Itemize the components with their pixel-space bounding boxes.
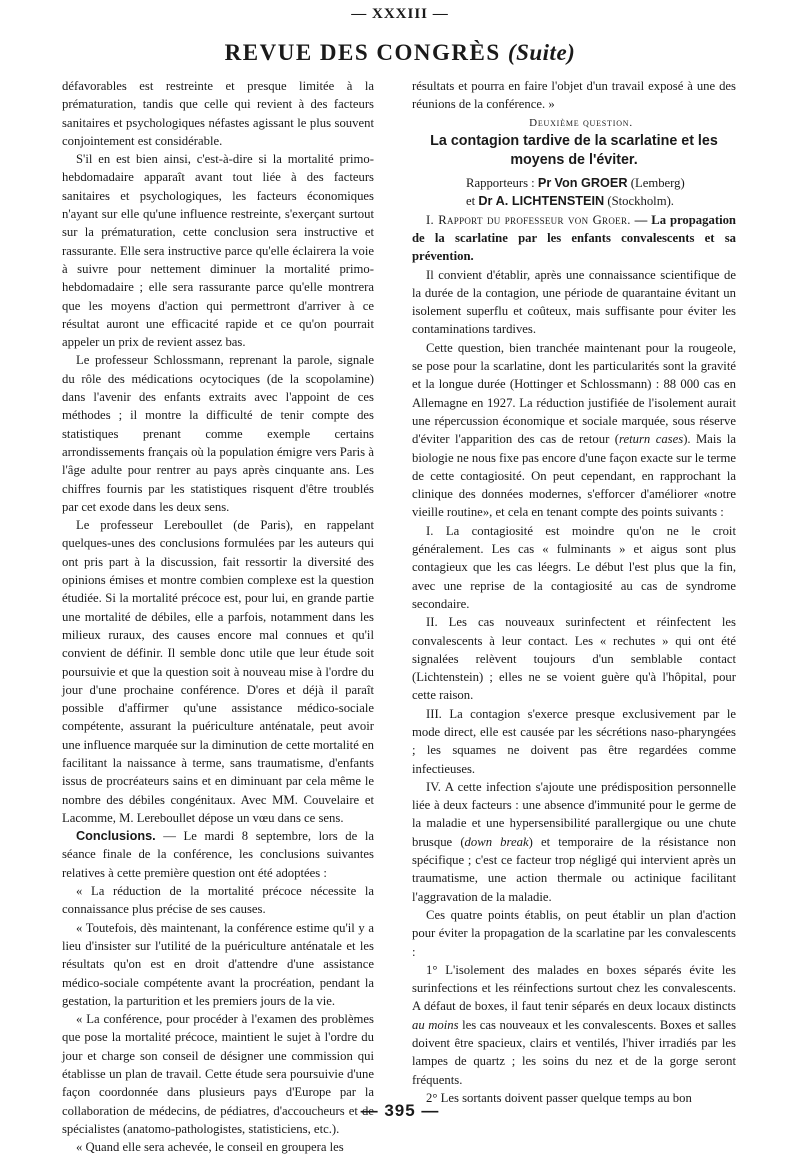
rapporteur-1-city: (Lemberg) [630, 175, 685, 190]
left-paragraph-3: Le professeur Schlossmann, reprenant la parole, signale du rôle des médications ocytociques (de la scopolamine) dans l'avenir des enfants extraits avec l'appoint de ces méthodes ; il montre la difficulté de tenir compte des statistiques prenant comme exemple certains arrondissements français où la population émigre vers Paris à l'âge adulte pour rentrer au pays après cinquante ans. Les chiffres fournis par les statistiques risquent d'être troublés par cet exode dans les deux sens. [62, 353, 374, 514]
right-paragraph-3-a: Cette question, bien tranchée maintenant pour la rougeole, se pose pour la scarlatine, dont les particularités sont la gravité et la longue durée (Hottinger et Schlossmann) : 88 000 cas en Allemagne en 1927. La réduction justifiée de l'isolement aurait une répercussion économique et sociale marquée, sous réserve d'éviter l'apparition des cas de retour ( [412, 340, 736, 447]
report-heading [412, 211, 736, 266]
right-column [412, 77, 736, 1107]
down-break-italic: down break [464, 834, 529, 849]
right-paragraph-plan: Ces quatre points établis, on peut établir un plan d'action pour éviter la propagation de la scarlatine par les convalescents : [412, 907, 736, 959]
conclusion-quote-3: « La conférence, pour procéder à l'examen des problèmes que pose la mortalité précoce, maintient le sujet à l'ordre du jour et charge son conseil de désigner une commission qui établisse un plan de travail. Cette étude sera poursuivie d'une façon coordonnée dans plusieurs pays d'Europe par la collaboration de médecins, de pédiatres, d'accoucheurs et de spécialistes (anatomo-pathologistes, statisticiens, etc.). [62, 1012, 374, 1136]
page-number: — 395 — [360, 1101, 440, 1120]
point-3: III. La contagion s'exerce presque exclusivement par le mode direct, elle est causée par les sécrétions naso-pharyngées ; les squames ne doivent pas être regardées comme infectieuses. [412, 706, 736, 776]
return-cases-italic: return cases [619, 432, 684, 447]
running-title-suffix: (Suite) [507, 40, 576, 65]
rapporteur-2-city: (Stockholm). [607, 194, 674, 209]
left-paragraph-2: S'il en est bien ainsi, c'est-à-dire si la mortalité primo-hebdomadaire apparaît avant tout liée à des facteurs sanitaires et psychologiques, les facteurs économiques n'ayant sur elle qu'une influence restreinte, s'exerçant surtout sur la prématuration, cette conclusion sera instructive et rassurante. Elle sera instructive parce qu'elle éclairera la voie à suivre pour nettement diminuer la mortalité primo-hebdomadaire ; elle sera rassurante parce qu'elle montrera que les moyens d'action qui permettront d'arriver à ce résultat auront une efficacité rapide et ce qu'on pourrait appeler un prix de revient assez bas. [62, 152, 374, 350]
point-1: I. La contagiosité est moindre qu'on ne le croit généralement. Les cas « fulminants » et aigus sont plus contagieux que les cas léegrs. Le début l'est plus que la fin, avec une reprise de la contagiosité au cas de syndrome secondaire. [412, 523, 736, 611]
conclusions-label: Conclusions. [76, 829, 156, 844]
right-paragraph-3 [412, 339, 736, 522]
left-column [62, 77, 374, 1157]
rapporteur-line-2 [412, 192, 736, 210]
running-title-text: REVUE DES CONGRÈS [224, 40, 501, 65]
point-2: II. Les cas nouveaux surinfectent et réinfectent les convalescents à leur contact. Les « rechutes » qui ont été signalées relèvent toujours d'un semblable contact (Lichtenstein) ; elles ne se voient guère qu'à l'hôpital, pour cette raison. [412, 615, 736, 703]
rapporteur-2-prefix: et [466, 194, 479, 209]
right-paragraph-2: Il convient d'établir, après une connaissance scientifique de la durée de la contagion, une période de quarantaine évitant un isolement superflu et coûteux, mais suffisante pour éviter les contaminations tardives. [412, 267, 736, 337]
point-4-a: IV. A cette infection s'ajoute une prédisposition personnelle liée à deux facteurs : une absence d'immunité pour le germe de la maladie et une hypersensibilité parallergique ou une chute brusque ( [412, 779, 736, 849]
conclusion-quote-2: « Toutefois, dès maintenant, la conférence estime qu'il y a lieu d'insister sur l'utilité de la puériculture anténatale et les résultats qu'on est en droit d'attendre d'une assistance médico-sociale compétente avant la procréation, pendant la gestation, la parturition et les premiers jours de la vie. [62, 920, 374, 1008]
running-title [0, 40, 800, 66]
conclusion-quote-4: « Quand elle sera achevée, le conseil en groupera les [76, 1140, 344, 1155]
report-heading-bold: — La propagation de la scarlatine par les enfants convalescents et sa prévention. [412, 212, 736, 264]
right-paragraph-1: résultats et pourra en faire l'objet d'un travail exposé à une des réunions de la conférence. » [412, 79, 736, 112]
rapporteur-1-title: Pr [537, 175, 552, 190]
roman-folio: — XXXIII — [351, 6, 449, 22]
question-title: La contagion tardive de la scarlatine et les moyens de l'éviter. [430, 132, 718, 168]
conclusions-text: — Le mardi 8 septembre, lors de la séance finale de la conférence, les conclusions suivantes relatives à cette première question ont été adoptées : [62, 829, 374, 880]
right-paragraph-3-b: ). Mais la biologie ne nous fixe pas encore d'une façon exacte sur le terme de cette contagiosité. On peut cependant, en rapprochant la clinique des données modernes, s'efforcer d'améliorer «notre vieille routine», et cela en tenant compte des points suivants : [412, 432, 736, 520]
plan-item-1 [412, 961, 736, 1089]
rapporteur-2-title: Dr [478, 194, 493, 209]
point-4 [412, 778, 736, 906]
au-moins-italic: au moins [412, 1017, 459, 1032]
point-4-b: ) et temporaire de la résistance non spécifique ; c'est ce facteur trop négligé qui intervient après un traumatisme, une action thermale ou actinique facilitant l'aggravation de la maladie. [412, 834, 736, 904]
plan-item-1-b: les cas nouveaux et les convalescents. Boxes et salles doivent être spacieux, clairs et ventilés, l'hiver irradiés par les lampes de quartz ; les soins du nez et de la gorge seront fréquents. [412, 1017, 737, 1087]
plan-item-1-a: 1° L'isolement des malades en boxes séparés évite les surinfections et les réinfections surtout chez les convalescents. A défaut de boxes, il faut tenir séparés en deux locaux distincts [412, 962, 736, 1014]
plan-item-2: 2° Les sortants doivent passer quelque temps au bon [426, 1090, 692, 1105]
rapporteur-2-name: A. LICHTENSTEIN [495, 194, 605, 209]
left-paragraph-4: Le professeur Lereboullet (de Paris), en rappelant quelques-unes des conclusions formulées par les auteurs qui ont pris part à la discussion, fait ressortir la diversité des opinions émises et montre combien complexe est la question étudiée. Si la mortalité précoce est, pour lui, en grande partie une mortalité de débiles, elle a parfois, notamment dans les milieux ruraux, des causes encore mal connues et qu'il convient de définir. Il semble donc utile que leur étude soit poursuivie et que la question soit à nouveau mise à l'ordre du jour d'une prochaine conférence. D'ores et déjà il paraît possible d'affirmer qu'une assistance médico-sociale compétente, assurant la puériculture anténatale, peut avoir une influence marquée sur la diminution de cette mortalité en facilitant la naissance à terme, sans traumatisme, d'enfants issus de procréateurs sains et en diminuant par cela même le nombre des débiles congénitaux. Avec MM. Couvelaire et Lacomme, M. Lereboullet dépose un vœu dans ce sens. [62, 518, 374, 825]
rapporteurs-label: Rapporteurs : [466, 175, 538, 190]
report-heading-caps: I. Rapport du professeur von Groer. [426, 212, 631, 227]
question-label: Deuxième question. [529, 116, 633, 129]
conclusion-quote-1: « La réduction de la mortalité précoce nécessite la connaissance plus précise de ses causes. [62, 884, 374, 917]
rapporteur-1-name: Von GROER [554, 175, 628, 190]
left-paragraph-1: défavorables est restreinte et presque limitée à la prématuration, tandis que celle qui revient à des facteurs sanitaires et psychologiques néfastes agissant le plus souvent conjointement est considérable. [62, 79, 374, 148]
rapporteur-line-1 [412, 174, 736, 193]
conclusions-paragraph [62, 827, 374, 882]
